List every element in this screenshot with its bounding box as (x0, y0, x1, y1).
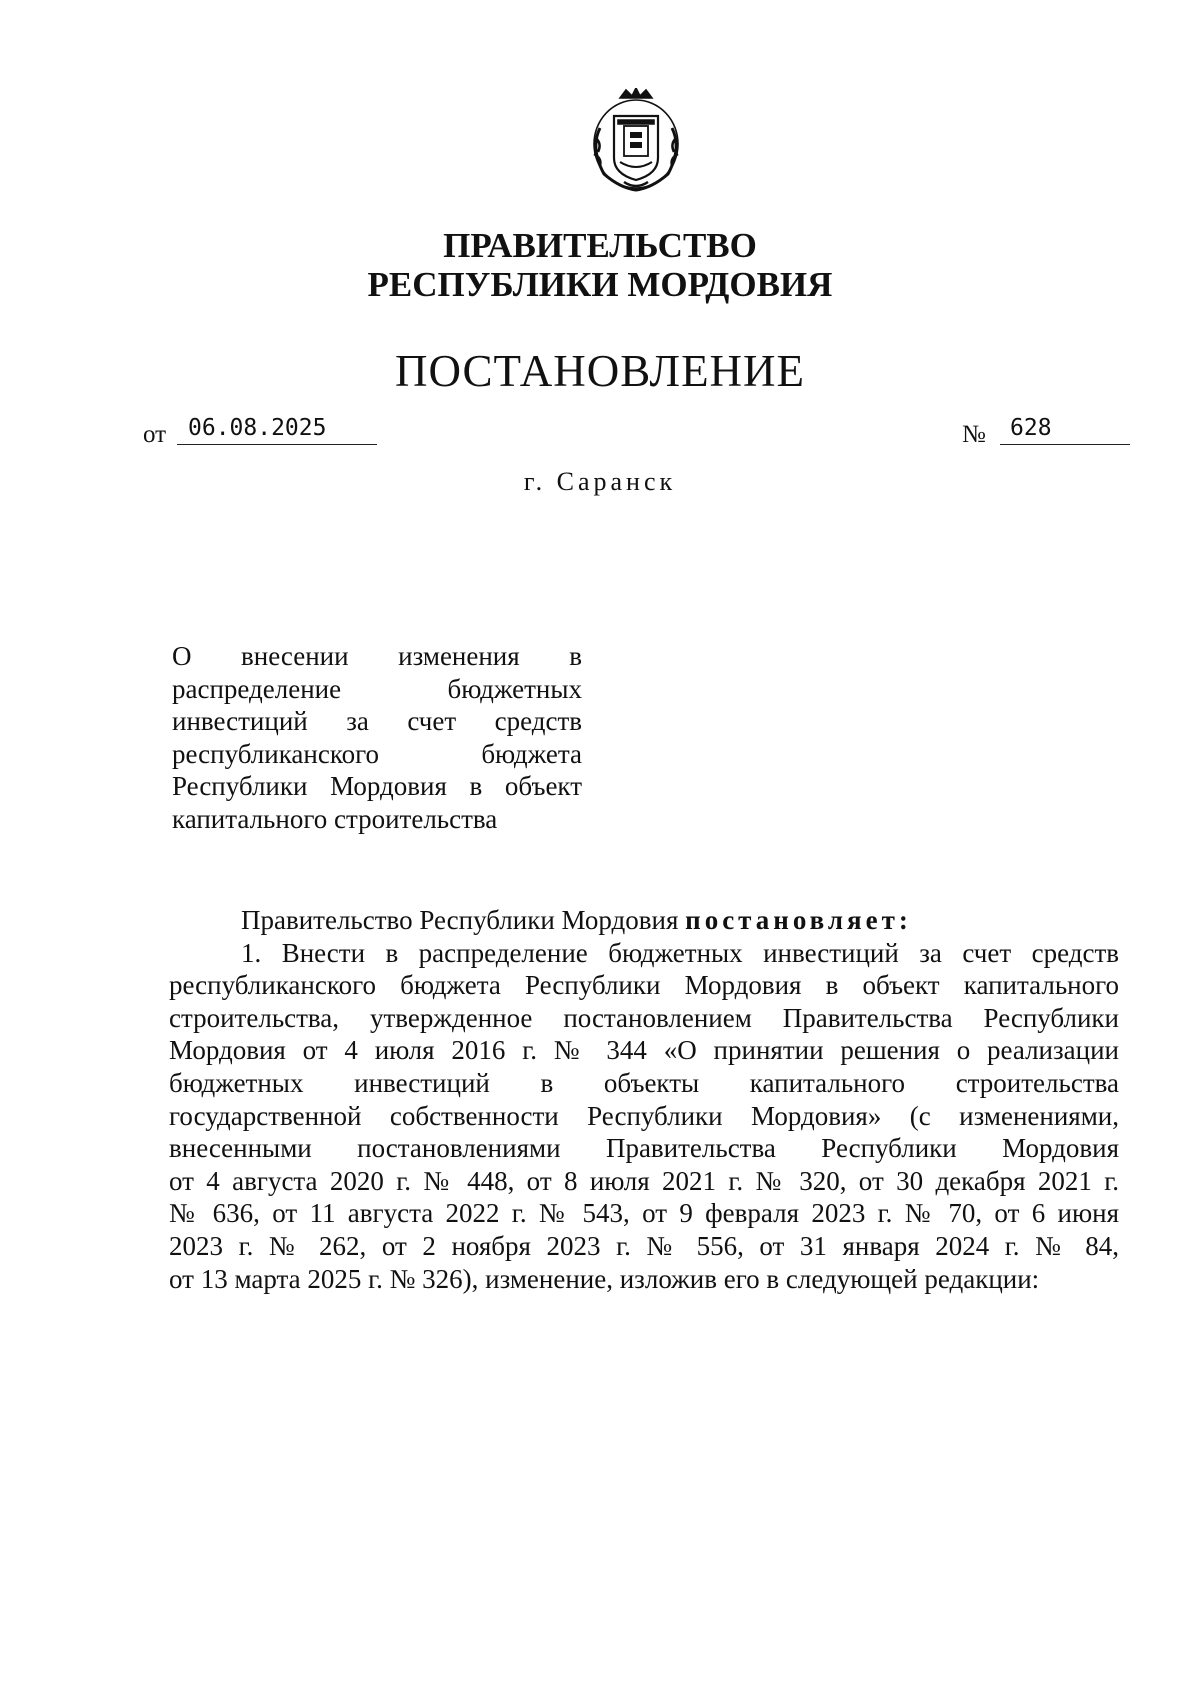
title-line: распределение бюджетных (172, 673, 582, 704)
body-line: от 13 марта 2025 г. № 326), изменение, изложив его в следующей редакции: (169, 1263, 1040, 1294)
title-line: Республики Мордовия в объект (172, 771, 582, 801)
coat-of-arms-icon (580, 88, 692, 194)
number-underline (1000, 444, 1130, 445)
city: г. Саранск (523, 467, 677, 496)
government-name-line2: РЕСПУБЛИКИ МОРДОВИЯ (367, 265, 833, 304)
title-line: О внесении изменения в (172, 641, 582, 671)
document-number: 628 (1010, 415, 1052, 441)
date-underline (177, 444, 377, 445)
intro-text: Правительство Республики Мордовия (241, 905, 686, 935)
body-line: от 4 августа 2020 г. № 448, от 8 июля 2021 г. № 320, от 30 декабря 2021 г. (169, 1165, 1119, 1196)
body-line: 1. Внести в распределение бюджетных инвестиций за счет средств (241, 937, 1119, 968)
intro-emphasis: постановляет: (685, 905, 912, 935)
body-line: строительства, утвержденное постановлением Правительства Республики (169, 1002, 1119, 1033)
document-date: 06.08.2025 (188, 415, 327, 441)
title-line: инвестиций за счет средств (172, 706, 582, 736)
government-name-line1: ПРАВИТЕЛЬСТВО (443, 226, 757, 265)
body-line: государственной собственности Республики Мордовия» (с изменениями, (169, 1100, 1119, 1131)
date-prefix: от (143, 421, 167, 448)
title-line: капитального строительства (172, 803, 498, 834)
body-line: Мордовия от 4 июля 2016 г. № 344 «О принятии решения о реализации (169, 1035, 1119, 1066)
body-line: внесенными постановлениями Правительства Республики Мордовия (169, 1133, 1119, 1164)
number-prefix: № (962, 421, 986, 448)
body-line: № 636, от 11 августа 2022 г. № 543, от 9 февраля 2023 г. № 70, от 6 июня (169, 1198, 1119, 1229)
document-type: ПОСТАНОВЛЕНИЕ (394, 346, 806, 396)
body-line: 2023 г. № 262, от 2 ноября 2023 г. № 556, от 31 января 2024 г. № 84, (169, 1230, 1119, 1261)
body-line: бюджетных инвестиций в объекты капитального строительства (169, 1067, 1119, 1098)
title-line: республиканского бюджета (172, 738, 582, 769)
document-title (172, 640, 582, 835)
document-body (169, 904, 1119, 1295)
body-line: республиканского бюджета Республики Мордовия в объект капитального (169, 970, 1119, 1001)
body-intro (169, 904, 1119, 937)
